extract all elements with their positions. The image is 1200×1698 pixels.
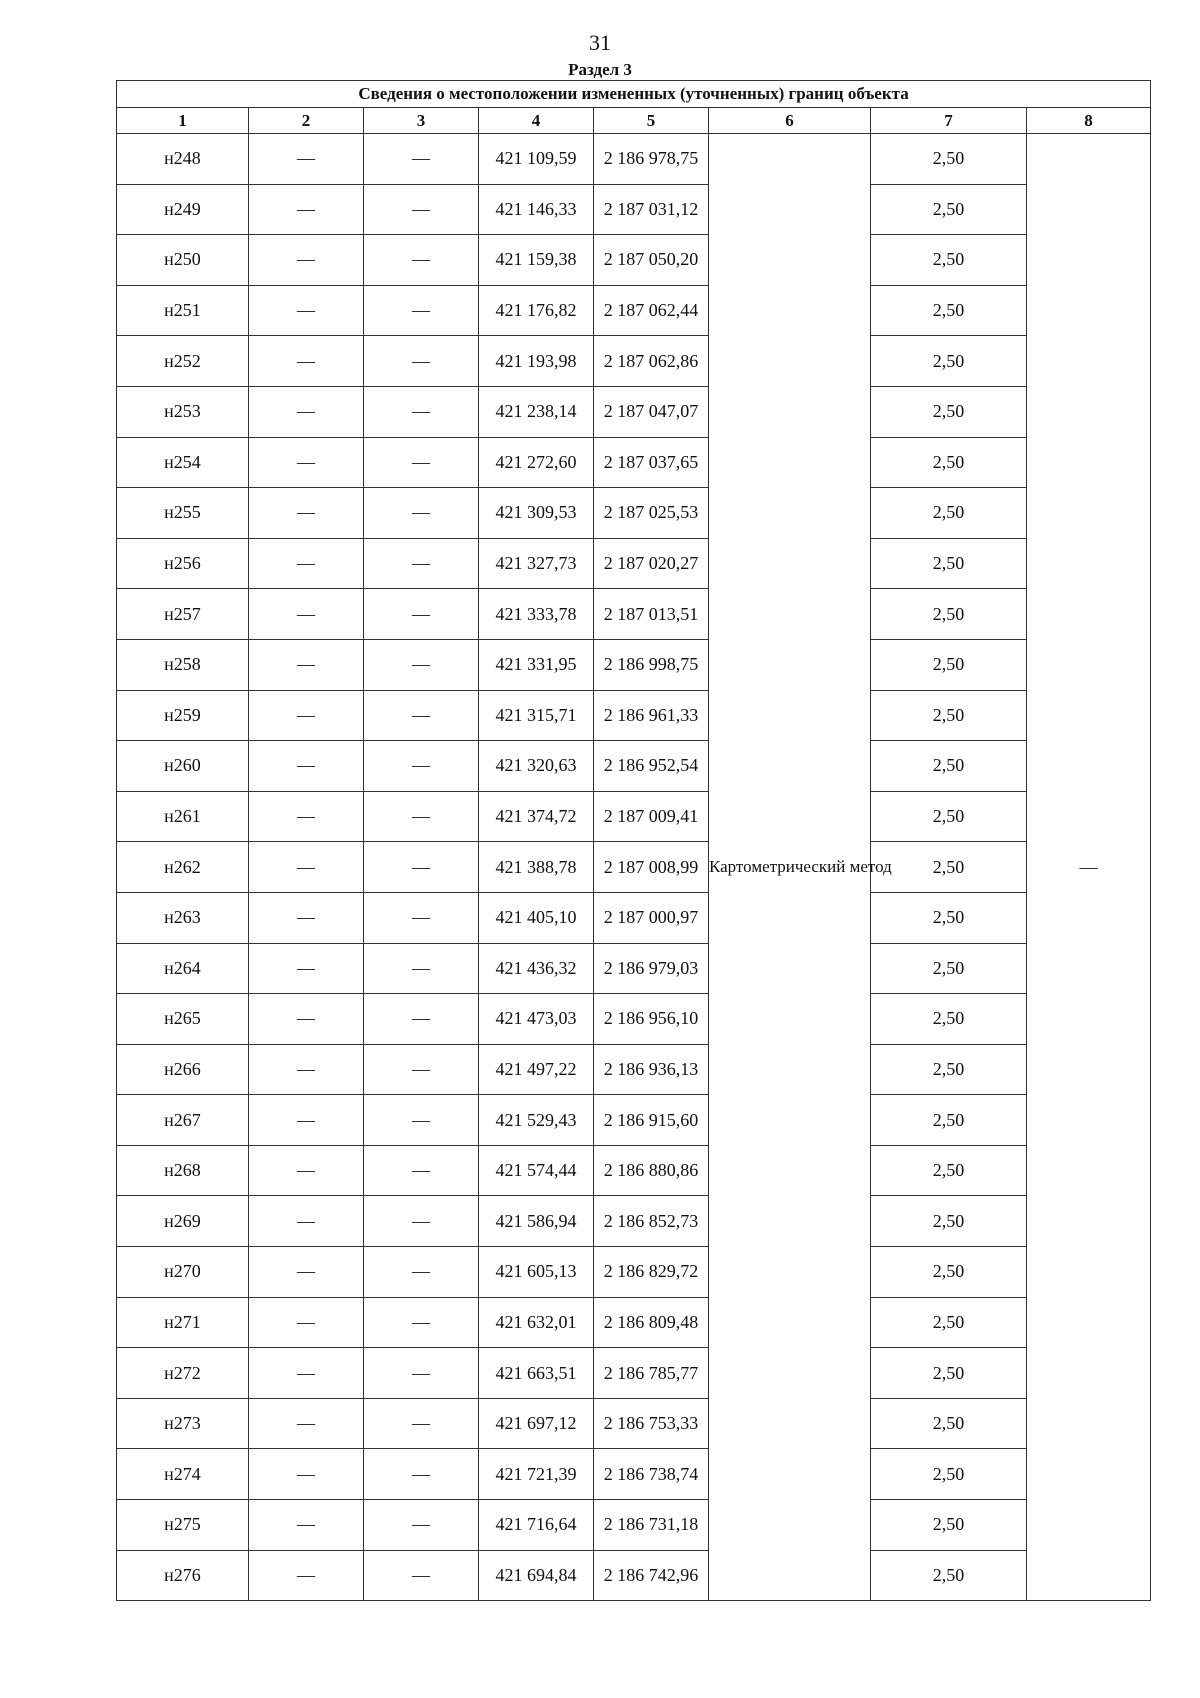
accuracy-cell: 2,50 xyxy=(871,842,1027,893)
column-3-cell: — xyxy=(364,842,479,893)
table-row xyxy=(117,134,1151,185)
point-cell: н270 xyxy=(117,1247,249,1298)
column-2-cell: — xyxy=(249,994,364,1045)
accuracy-cell: 2,50 xyxy=(871,184,1027,235)
x-coordinate-cell: 421 388,78 xyxy=(479,842,594,893)
column-8-cell: — xyxy=(1027,134,1151,1601)
column-3-cell: — xyxy=(364,1196,479,1247)
column-2-cell: — xyxy=(249,1247,364,1298)
x-coordinate-cell: 421 529,43 xyxy=(479,1095,594,1146)
column-2-cell: — xyxy=(249,386,364,437)
y-coordinate-cell: 2 186 809,48 xyxy=(594,1297,709,1348)
x-coordinate-cell: 421 574,44 xyxy=(479,1145,594,1196)
x-coordinate-cell: 421 663,51 xyxy=(479,1348,594,1399)
accuracy-cell: 2,50 xyxy=(871,538,1027,589)
point-cell: н251 xyxy=(117,285,249,336)
table-caption: Сведения о местоположении измененных (уточненных) границ объекта xyxy=(117,81,1151,108)
column-2-cell: — xyxy=(249,235,364,286)
y-coordinate-cell: 2 187 008,99 xyxy=(594,842,709,893)
column-3-cell: — xyxy=(364,943,479,994)
column-number: 5 xyxy=(594,108,709,134)
table-row xyxy=(117,943,1151,994)
accuracy-cell: 2,50 xyxy=(871,791,1027,842)
point-cell: н268 xyxy=(117,1145,249,1196)
y-coordinate-cell: 2 186 952,54 xyxy=(594,741,709,792)
column-2-cell: — xyxy=(249,538,364,589)
column-3-cell: — xyxy=(364,1247,479,1298)
table-row xyxy=(117,741,1151,792)
table-row xyxy=(117,1297,1151,1348)
y-coordinate-cell: 2 187 009,41 xyxy=(594,791,709,842)
point-cell: н262 xyxy=(117,842,249,893)
point-cell: н266 xyxy=(117,1044,249,1095)
point-cell: н255 xyxy=(117,488,249,539)
column-3-cell: — xyxy=(364,1044,479,1095)
x-coordinate-cell: 421 109,59 xyxy=(479,134,594,185)
point-cell: н265 xyxy=(117,994,249,1045)
y-coordinate-cell: 2 186 978,75 xyxy=(594,134,709,185)
accuracy-cell: 2,50 xyxy=(871,1449,1027,1500)
point-cell: н250 xyxy=(117,235,249,286)
y-coordinate-cell: 2 187 025,53 xyxy=(594,488,709,539)
accuracy-cell: 2,50 xyxy=(871,943,1027,994)
accuracy-cell: 2,50 xyxy=(871,285,1027,336)
x-coordinate-cell: 421 697,12 xyxy=(479,1398,594,1449)
x-coordinate-cell: 421 405,10 xyxy=(479,892,594,943)
column-2-cell: — xyxy=(249,943,364,994)
table-row xyxy=(117,791,1151,842)
point-cell: н249 xyxy=(117,184,249,235)
y-coordinate-cell: 2 187 047,07 xyxy=(594,386,709,437)
x-coordinate-cell: 421 721,39 xyxy=(479,1449,594,1500)
x-coordinate-cell: 421 605,13 xyxy=(479,1247,594,1298)
table-row xyxy=(117,1398,1151,1449)
y-coordinate-cell: 2 186 731,18 xyxy=(594,1500,709,1551)
column-3-cell: — xyxy=(364,336,479,387)
point-cell: н252 xyxy=(117,336,249,387)
accuracy-cell: 2,50 xyxy=(871,437,1027,488)
accuracy-cell: 2,50 xyxy=(871,1044,1027,1095)
table-body xyxy=(117,134,1151,1601)
column-3-cell: — xyxy=(364,741,479,792)
column-2-cell: — xyxy=(249,639,364,690)
x-coordinate-cell: 421 176,82 xyxy=(479,285,594,336)
table-row xyxy=(117,1044,1151,1095)
accuracy-cell: 2,50 xyxy=(871,134,1027,185)
table-row xyxy=(117,690,1151,741)
column-3-cell: — xyxy=(364,184,479,235)
x-coordinate-cell: 421 436,32 xyxy=(479,943,594,994)
x-coordinate-cell: 421 716,64 xyxy=(479,1500,594,1551)
x-coordinate-cell: 421 694,84 xyxy=(479,1550,594,1601)
column-3-cell: — xyxy=(364,1550,479,1601)
section-title: Раздел 3 xyxy=(568,60,632,79)
column-2-cell: — xyxy=(249,1500,364,1551)
column-2-cell: — xyxy=(249,1550,364,1601)
point-cell: н263 xyxy=(117,892,249,943)
column-2-cell: — xyxy=(249,842,364,893)
accuracy-cell: 2,50 xyxy=(871,1247,1027,1298)
column-3-cell: — xyxy=(364,285,479,336)
column-2-cell: — xyxy=(249,690,364,741)
x-coordinate-cell: 421 309,53 xyxy=(479,488,594,539)
accuracy-cell: 2,50 xyxy=(871,1550,1027,1601)
column-3-cell: — xyxy=(364,538,479,589)
accuracy-cell: 2,50 xyxy=(871,994,1027,1045)
column-3-cell: — xyxy=(364,994,479,1045)
column-3-cell: — xyxy=(364,639,479,690)
point-cell: н272 xyxy=(117,1348,249,1399)
column-3-cell: — xyxy=(364,1095,479,1146)
column-3-cell: — xyxy=(364,690,479,741)
point-cell: н269 xyxy=(117,1196,249,1247)
y-coordinate-cell: 2 187 000,97 xyxy=(594,892,709,943)
y-coordinate-cell: 2 187 062,44 xyxy=(594,285,709,336)
accuracy-cell: 2,50 xyxy=(871,892,1027,943)
table-row xyxy=(117,589,1151,640)
x-coordinate-cell: 421 331,95 xyxy=(479,639,594,690)
point-cell: н274 xyxy=(117,1449,249,1500)
table-row xyxy=(117,1550,1151,1601)
column-2-cell: — xyxy=(249,1297,364,1348)
accuracy-cell: 2,50 xyxy=(871,639,1027,690)
point-cell: н253 xyxy=(117,386,249,437)
y-coordinate-cell: 2 186 829,72 xyxy=(594,1247,709,1298)
column-2-cell: — xyxy=(249,1145,364,1196)
column-3-cell: — xyxy=(364,1500,479,1551)
column-2-cell: — xyxy=(249,892,364,943)
column-3-cell: — xyxy=(364,1398,479,1449)
table-row xyxy=(117,1247,1151,1298)
table-row xyxy=(117,892,1151,943)
column-2-cell: — xyxy=(249,741,364,792)
table-row xyxy=(117,1348,1151,1399)
y-coordinate-cell: 2 186 852,73 xyxy=(594,1196,709,1247)
column-2-cell: — xyxy=(249,488,364,539)
accuracy-cell: 2,50 xyxy=(871,589,1027,640)
table-row xyxy=(117,994,1151,1045)
y-coordinate-cell: 2 186 979,03 xyxy=(594,943,709,994)
column-2-cell: — xyxy=(249,285,364,336)
column-3-cell: — xyxy=(364,134,479,185)
x-coordinate-cell: 421 374,72 xyxy=(479,791,594,842)
column-3-cell: — xyxy=(364,1449,479,1500)
x-coordinate-cell: 421 315,71 xyxy=(479,690,594,741)
column-number: 7 xyxy=(871,108,1027,134)
x-coordinate-cell: 421 497,22 xyxy=(479,1044,594,1095)
point-cell: н248 xyxy=(117,134,249,185)
table-row xyxy=(117,184,1151,235)
column-3-cell: — xyxy=(364,1297,479,1348)
point-cell: н256 xyxy=(117,538,249,589)
table-row xyxy=(117,1500,1151,1551)
column-3-cell: — xyxy=(364,386,479,437)
column-3-cell: — xyxy=(364,1145,479,1196)
column-3-cell: — xyxy=(364,892,479,943)
column-3-cell: — xyxy=(364,791,479,842)
table-row xyxy=(117,235,1151,286)
table-row xyxy=(117,538,1151,589)
point-cell: н254 xyxy=(117,437,249,488)
accuracy-cell: 2,50 xyxy=(871,1297,1027,1348)
accuracy-cell: 2,50 xyxy=(871,1196,1027,1247)
column-2-cell: — xyxy=(249,1044,364,1095)
column-number: 3 xyxy=(364,108,479,134)
x-coordinate-cell: 421 320,63 xyxy=(479,741,594,792)
method-cell: Картометрический метод xyxy=(709,134,871,1601)
x-coordinate-cell: 421 159,38 xyxy=(479,235,594,286)
y-coordinate-cell: 2 187 050,20 xyxy=(594,235,709,286)
x-coordinate-cell: 421 238,14 xyxy=(479,386,594,437)
table-row xyxy=(117,1449,1151,1500)
column-3-cell: — xyxy=(364,437,479,488)
y-coordinate-cell: 2 186 961,33 xyxy=(594,690,709,741)
y-coordinate-cell: 2 187 013,51 xyxy=(594,589,709,640)
y-coordinate-cell: 2 186 785,77 xyxy=(594,1348,709,1399)
table-row xyxy=(117,1095,1151,1146)
accuracy-cell: 2,50 xyxy=(871,1095,1027,1146)
accuracy-cell: 2,50 xyxy=(871,336,1027,387)
point-cell: н275 xyxy=(117,1500,249,1551)
accuracy-cell: 2,50 xyxy=(871,1398,1027,1449)
column-2-cell: — xyxy=(249,184,364,235)
column-2-cell: — xyxy=(249,437,364,488)
x-coordinate-cell: 421 193,98 xyxy=(479,336,594,387)
column-2-cell: — xyxy=(249,1095,364,1146)
point-cell: н264 xyxy=(117,943,249,994)
point-cell: н267 xyxy=(117,1095,249,1146)
column-2-cell: — xyxy=(249,1348,364,1399)
x-coordinate-cell: 421 333,78 xyxy=(479,589,594,640)
point-cell: н261 xyxy=(117,791,249,842)
page-number: 31 xyxy=(589,30,611,55)
column-number: 6 xyxy=(709,108,871,134)
table-row xyxy=(117,285,1151,336)
column-3-cell: — xyxy=(364,488,479,539)
point-cell: н271 xyxy=(117,1297,249,1348)
column-number-row xyxy=(117,108,1151,134)
x-coordinate-cell: 421 146,33 xyxy=(479,184,594,235)
column-2-cell: — xyxy=(249,336,364,387)
y-coordinate-cell: 2 186 742,96 xyxy=(594,1550,709,1601)
accuracy-cell: 2,50 xyxy=(871,235,1027,286)
accuracy-cell: 2,50 xyxy=(871,488,1027,539)
y-coordinate-cell: 2 186 880,86 xyxy=(594,1145,709,1196)
point-cell: н259 xyxy=(117,690,249,741)
accuracy-cell: 2,50 xyxy=(871,386,1027,437)
column-2-cell: — xyxy=(249,791,364,842)
point-cell: н273 xyxy=(117,1398,249,1449)
y-coordinate-cell: 2 186 753,33 xyxy=(594,1398,709,1449)
column-2-cell: — xyxy=(249,1449,364,1500)
table-row xyxy=(117,336,1151,387)
point-cell: н258 xyxy=(117,639,249,690)
y-coordinate-cell: 2 186 915,60 xyxy=(594,1095,709,1146)
column-number: 1 xyxy=(117,108,249,134)
accuracy-cell: 2,50 xyxy=(871,690,1027,741)
column-2-cell: — xyxy=(249,589,364,640)
column-number: 4 xyxy=(479,108,594,134)
x-coordinate-cell: 421 473,03 xyxy=(479,994,594,1045)
column-number: 2 xyxy=(249,108,364,134)
x-coordinate-cell: 421 272,60 xyxy=(479,437,594,488)
accuracy-cell: 2,50 xyxy=(871,1500,1027,1551)
table-row xyxy=(117,488,1151,539)
column-3-cell: — xyxy=(364,235,479,286)
column-2-cell: — xyxy=(249,1196,364,1247)
column-3-cell: — xyxy=(364,1348,479,1399)
table-row xyxy=(117,1196,1151,1247)
y-coordinate-cell: 2 187 062,86 xyxy=(594,336,709,387)
y-coordinate-cell: 2 187 037,65 xyxy=(594,437,709,488)
table-row xyxy=(117,1145,1151,1196)
table-row xyxy=(117,842,1151,893)
accuracy-cell: 2,50 xyxy=(871,1145,1027,1196)
y-coordinate-cell: 2 186 998,75 xyxy=(594,639,709,690)
accuracy-cell: 2,50 xyxy=(871,1348,1027,1399)
y-coordinate-cell: 2 187 031,12 xyxy=(594,184,709,235)
column-number: 8 xyxy=(1027,108,1151,134)
column-2-cell: — xyxy=(249,1398,364,1449)
column-3-cell: — xyxy=(364,589,479,640)
x-coordinate-cell: 421 586,94 xyxy=(479,1196,594,1247)
accuracy-cell: 2,50 xyxy=(871,741,1027,792)
table-row xyxy=(117,639,1151,690)
y-coordinate-cell: 2 186 936,13 xyxy=(594,1044,709,1095)
point-cell: н260 xyxy=(117,741,249,792)
x-coordinate-cell: 421 327,73 xyxy=(479,538,594,589)
table-row xyxy=(117,437,1151,488)
y-coordinate-cell: 2 187 020,27 xyxy=(594,538,709,589)
point-cell: н276 xyxy=(117,1550,249,1601)
y-coordinate-cell: 2 186 956,10 xyxy=(594,994,709,1045)
column-2-cell: — xyxy=(249,134,364,185)
x-coordinate-cell: 421 632,01 xyxy=(479,1297,594,1348)
point-cell: н257 xyxy=(117,589,249,640)
table-row xyxy=(117,386,1151,437)
boundary-points-table xyxy=(116,80,1151,1601)
y-coordinate-cell: 2 186 738,74 xyxy=(594,1449,709,1500)
